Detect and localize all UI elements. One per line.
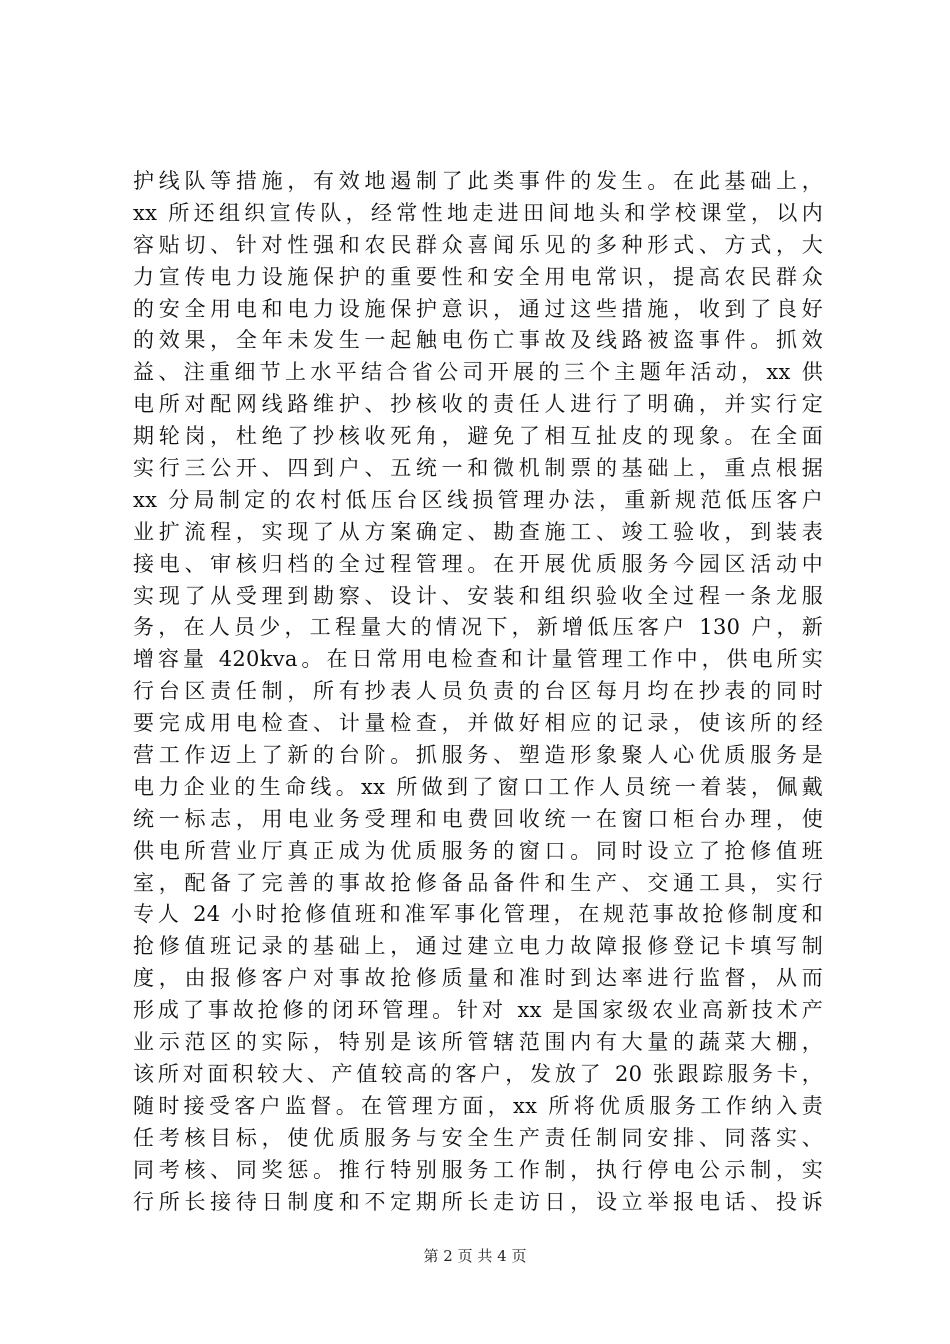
- text-line: 营工作迈上了新的台阶。抓服务、塑造形象聚人心优质服务是: [133, 743, 823, 768]
- text-line: xx 分局制定的农村低压台区线损管理办法，重新规范低压客户: [133, 487, 823, 512]
- text-line: xx 所还组织宣传队，经常性地走进田间地头和学校课堂，以内: [133, 200, 823, 225]
- text-line: 度，由报修客户对事故抢修质量和准时到达率进行监督，从而: [133, 966, 823, 991]
- text-line: 要完成用电检查、计量检查，并做好相应的记录，使该所的经: [133, 711, 823, 736]
- text-line: 期轮岗，杜绝了抄核收死角，避免了相互扯皮的现象。在全面: [133, 424, 823, 449]
- text-line: 同考核、同奖惩。推行特别服务工作制，执行停电公示制，实: [133, 1157, 823, 1182]
- text-line: 实行三公开、四到户、五统一和微机制票的基础上，重点根据: [133, 456, 823, 481]
- text-line: 抢修值班记录的基础上，通过建立电力故障报修登记卡填写制: [133, 934, 823, 959]
- text-line: 该所对面积较大、产值较高的客户，发放了 20 张跟踪服务卡，: [133, 1061, 823, 1086]
- text-line: 增容量 420kva。在日常用电检查和计量管理工作中，供电所实: [133, 647, 823, 672]
- text-line: 室，配备了完善的事故抢修备品备件和生产、交通工具，实行: [133, 870, 823, 895]
- text-line: 行所长接待日制度和不定期所长走访日，设立举报电话、投诉: [133, 1189, 823, 1214]
- text-line: 电力企业的生命线。xx 所做到了窗口工作人员统一着装，佩戴: [133, 774, 823, 799]
- text-line: 专人 24 小时抢修值班和准军事化管理，在规范事故抢修制度和: [133, 902, 823, 927]
- text-line: 力宣传电力设施保护的重要性和安全用电常识，提高农民群众: [133, 264, 823, 289]
- text-line: 容贴切、针对性强和农民群众喜闻乐见的多种形式、方式，大: [133, 232, 823, 257]
- body-text: [133, 166, 823, 1218]
- text-line: 业示范区的实际，特别是该所管辖范围内有大量的蔬菜大棚，: [133, 1030, 823, 1055]
- text-line: 供电所营业厅真正成为优质服务的窗口。同时设立了抢修值班: [133, 838, 823, 863]
- text-line: 任考核目标，使优质服务与安全生产责任制同安排、同落实、: [133, 1125, 823, 1150]
- text-line: 随时接受客户监督。在管理方面，xx 所将优质服务工作纳入责: [133, 1093, 823, 1118]
- text-line: 接电、审核归档的全过程管理。在开展优质服务今园区活动中: [133, 551, 823, 576]
- text-line: 形成了事故抢修的闭环管理。针对 xx 是国家级农业高新技术产: [133, 998, 823, 1023]
- text-line: 务，在人员少，工程量大的情况下，新增低压客户 130 户，新: [133, 615, 823, 640]
- text-line: 实现了从受理到勘察、设计、安装和组织验收全过程一条龙服: [133, 583, 823, 608]
- text-line: 统一标志，用电业务受理和电费回收统一在窗口柜台办理，使: [133, 806, 823, 831]
- text-line: 护线队等措施，有效地遏制了此类事件的发生。在此基础上，: [133, 169, 823, 193]
- page-footer: 第 2 页 共 4 页: [423, 1247, 527, 1265]
- text-line: 业扩流程，实现了从方案确定、勘查施工、竣工验收，到装表: [133, 519, 823, 544]
- text-line: 电所对配网线路维护、抄核收的责任人进行了明确，并实行定: [133, 392, 823, 417]
- text-line: 行台区责任制，所有抄表人员负责的台区每月均在抄表的同时: [133, 679, 823, 704]
- text-line: 的安全用电和电力设施保护意识，通过这些措施，收到了良好: [133, 296, 823, 321]
- text-line: 的效果，全年未发生一起触电伤亡事故及线路被盗事件。抓效: [133, 328, 823, 353]
- text-line: 益、注重细节上水平结合省公司开展的三个主题年活动，xx 供: [133, 360, 823, 385]
